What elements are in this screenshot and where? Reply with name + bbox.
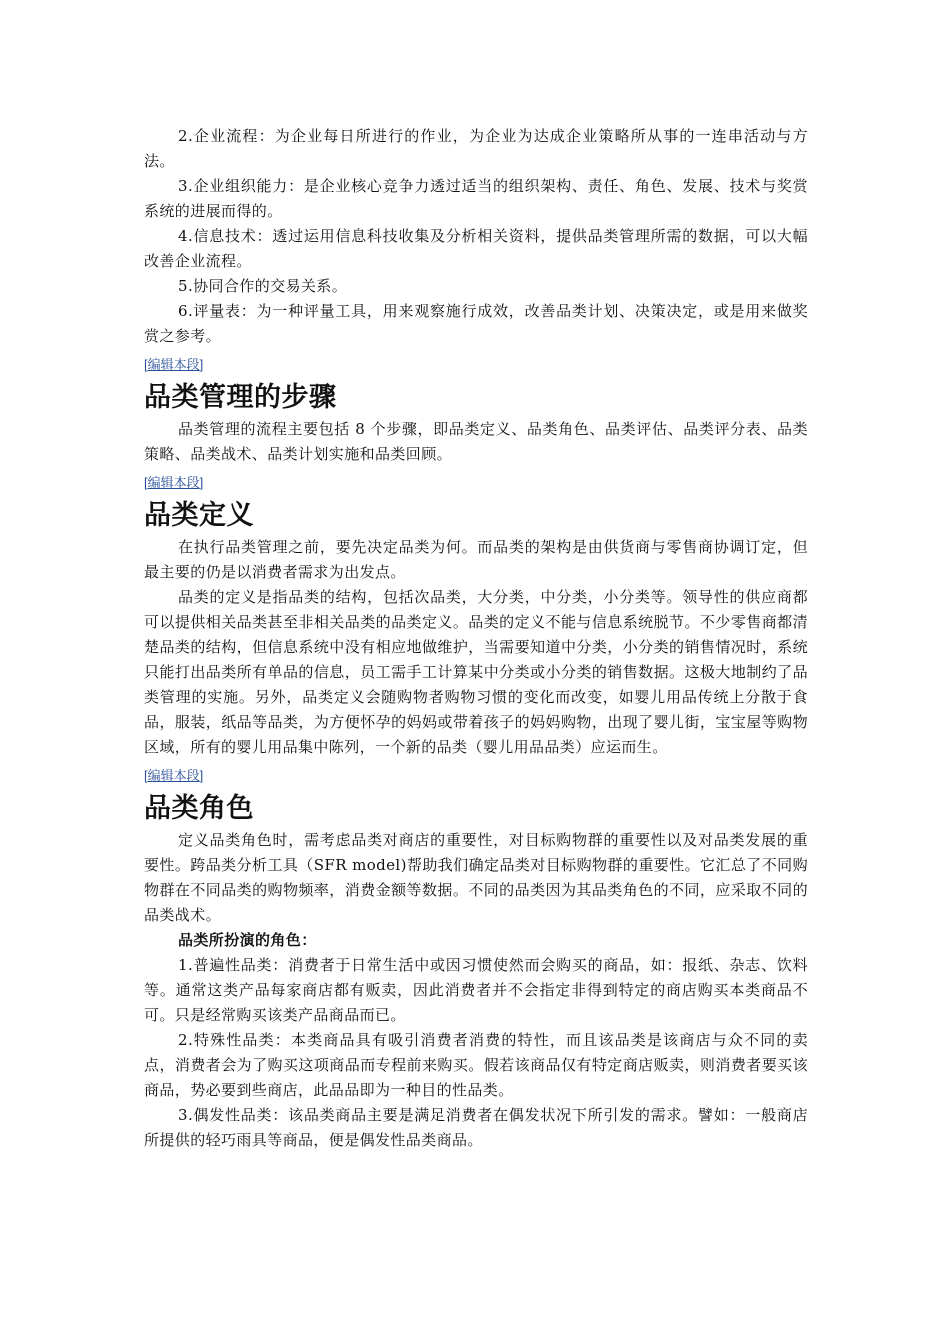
paragraph: 定义品类角色时，需考虑品类对商店的重要性，对目标购物群的重要性以及对品类发展的重要性。跨品类分析工具（SFR model)帮助我们确定品类对目标购物群的重要性。它汇总了不同购物群在不同品类的购物频率，消费金额等数据。不同的品类因为其品类角色的不同，应采取不同的品类战术。 bbox=[144, 831, 808, 924]
section-title: 品类角色 bbox=[144, 793, 254, 824]
edit-section-link[interactable]: 编辑本段 bbox=[147, 357, 200, 372]
list-item: 2.特殊性品类：本类商品具有吸引消费者消费的特性，而且该品类是该商店与众不同的卖点，消费者会为了购买这项商品而专程前来购买。假若该商品仅有特定商店贩卖，则消费者要买该商品，势必要到些商店，此品品即为一种目的性品类。 bbox=[144, 1031, 808, 1099]
edit-section-bracket: [编辑本段] bbox=[144, 475, 204, 490]
edit-section-link[interactable]: 编辑本段 bbox=[147, 768, 200, 783]
edit-section-bracket: [编辑本段] bbox=[144, 357, 204, 372]
paragraph: 品类管理的流程主要包括 8 个步骤，即品类定义、品类角色、品类评估、品类评分表、品类策略、品类战术、品类计划实施和品类回顾。 bbox=[144, 420, 808, 463]
list-item: 3.企业组织能力：是企业核心竞争力透过适当的组织架构、责任、角色、发展、技术与奖赏系统的进展而得的。 bbox=[144, 177, 808, 220]
section-components bbox=[144, 124, 808, 349]
edit-section-bracket: [编辑本段] bbox=[144, 768, 204, 783]
list-item: 4.信息技术：透过运用信息科技收集及分析相关资料，提供品类管理所需的数据，可以大幅改善企业流程。 bbox=[144, 227, 808, 270]
list-item: 1.普遍性品类：消费者于日常生活中或因习惯使然而会购买的商品，如：报纸、杂志、饮料等。通常这类产品每家商店都有贩卖，因此消费者并不会指定非得到特定的商店购买本类商品不可。只是经常购买该类产品商品而已。 bbox=[144, 956, 808, 1024]
list-item: 2.企业流程：为企业每日所进行的作业，为企业为达成企业策略所从事的一连串活动与方法。 bbox=[144, 127, 808, 170]
edit-section-link[interactable]: 编辑本段 bbox=[147, 475, 200, 490]
list-item: 3.偶发性品类：该品类商品主要是满足消费者在偶发状况下所引发的需求。譬如：一般商店所提供的轻巧雨具等商品，便是偶发性品类商品。 bbox=[144, 1106, 808, 1149]
list-item: 6.评量表：为一种评量工具，用来观察施行成效，改善品类计划、决策决定，或是用来做奖赏之参考。 bbox=[144, 302, 808, 345]
section-title: 品类定义 bbox=[144, 500, 254, 531]
roles-heading: 品类所扮演的角色： bbox=[178, 931, 317, 949]
list-item: 5.协同合作的交易关系。 bbox=[178, 277, 348, 295]
paragraph: 在执行品类管理之前，要先决定品类为何。而品类的架构是由供货商与零售商协调订定，但最主要的仍是以消费者需求为出发点。 bbox=[144, 538, 808, 581]
paragraph: 品类的定义是指品类的结构，包括次品类，大分类，中分类，小分类等。领导性的供应商都可以提供相关品类甚至非相关品类的品类定义。品类的定义不能与信息系统脱节。不少零售商都清楚品类的结构，但信息系统中没有相应地做维护，当需要知道中分类，小分类的销售情况时，系统只能打出品类所有单品的信息，员工需手工计算某中分类或小分类的销售数据。这极大地制约了品类管理的实施。另外，品类定义会随购物者购物习惯的变化而改变，如婴儿用品传统上分散于食品，服装，纸品等品类，为方便怀孕的妈妈或带着孩子的妈妈购物，出现了婴儿街，宝宝屋等购物区域，所有的婴儿用品集中陈列，一个新的品类（婴儿用品品类）应运而生。 bbox=[144, 588, 808, 756]
section-title: 品类管理的步骤 bbox=[144, 382, 337, 413]
